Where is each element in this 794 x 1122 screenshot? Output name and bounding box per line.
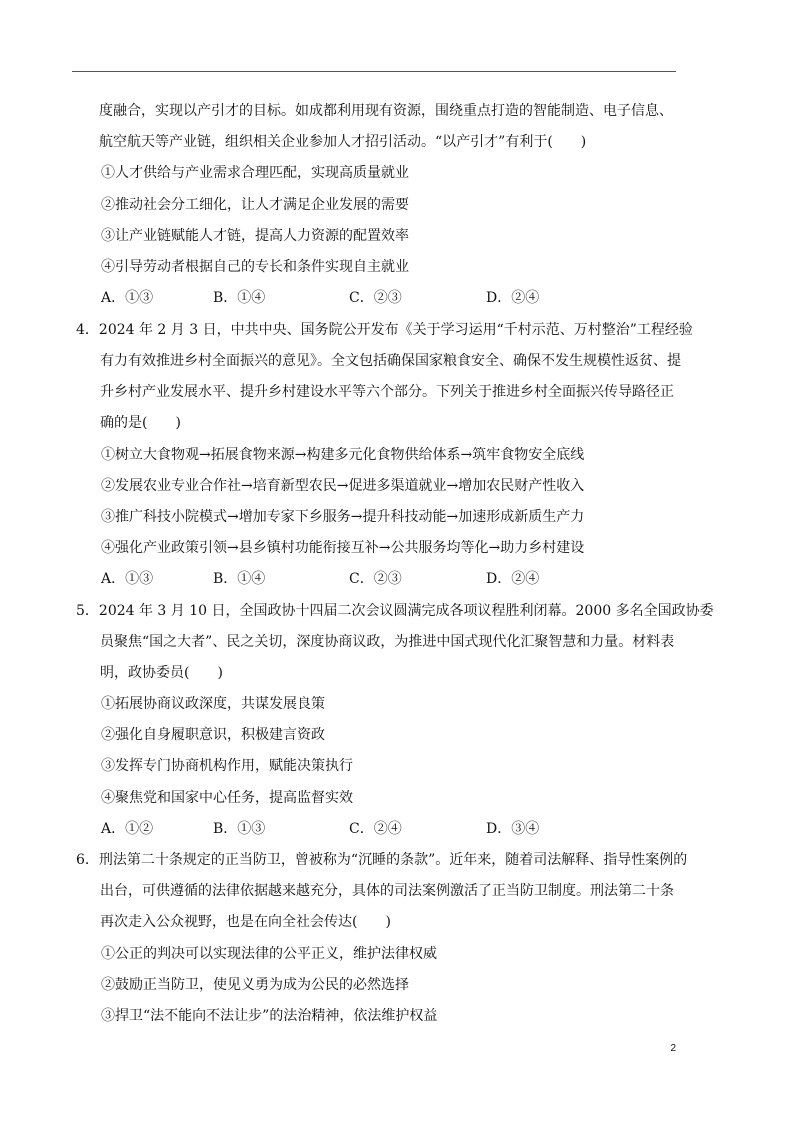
q5-stem-line-2: 员聚焦“国之大者”、民之关切，深度协商议政，为推进中国式现代化汇聚智慧和力量。材料表 [100, 634, 675, 650]
q4-choice-c: C．②③ [349, 571, 402, 587]
q4-item-2: ②发展农业专业合作社→培育新型农民→促进多渠道就业→增加农民财产性收入 [101, 478, 585, 494]
q5-stem-line-1: 5．2024 年 3 月 10 日，全国政协十四届二次会议圆满完成各项议程胜利闭幕。2000 多名全国政协委 [76, 603, 714, 619]
q4-stem-line-4: 确的是( ) [100, 415, 181, 431]
q4-choice-b: B．①④ [213, 571, 266, 587]
q4-stem-line-3: 升乡村产业发展水平、提升乡村建设水平等六个部分。下列关于推进乡村全面振兴传导路径正 [100, 384, 674, 400]
q3-item-1: ①人才供给与产业需求合理匹配，实现高质量就业 [101, 165, 409, 181]
page-number: 2 [670, 1043, 676, 1054]
q4-choice-d: D．②④ [486, 571, 540, 587]
q5-item-3: ③发挥专门协商机构作用，赋能决策执行 [101, 758, 353, 774]
q5-item-1: ①拓展协商议政深度，共谋发展良策 [101, 696, 325, 712]
q5-choice-b: B．①③ [213, 821, 266, 837]
q5-choice-a: A．①② [101, 821, 154, 837]
q3-item-3: ③让产业链赋能人才链，提高人力资源的配置效率 [101, 228, 409, 244]
q3-choice-d: D．②④ [486, 290, 540, 306]
q4-stem-line-1: 4．2024 年 2 月 3 日，中共中央、国务院公开发布《关于学习运用“千村示范、万村整治”工程经验 [76, 322, 693, 338]
q6-stem-line-2: 出台，可供遵循的法律依据越来越充分，具体的司法案例激活了正当防卫制度。刑法第二十条 [100, 883, 674, 899]
q6-item-3: ③捍卫“法不能向不法让步”的法治精神，依法维护权益 [101, 1008, 438, 1024]
q3-stem-line-2: 航空航天等产业链，组织相关企业参加人才招引活动。“以产引才”有利于( ) [99, 134, 587, 150]
q5-choice-c: C．②④ [349, 821, 402, 837]
q6-item-1: ①公正的判决可以实现法律的公平正义，维护法律权威 [101, 946, 437, 962]
q3-stem-line-1: 度融合，实现以产引才的目标。如成都利用现有资源，围绕重点打造的智能制造、电子信息、 [99, 103, 673, 119]
q4-stem-line-2: 有力有效推进乡村全面振兴的意见》。全文包括确保国家粮食安全、确保不发生规模性返贫、提 [100, 353, 681, 369]
q3-choice-c: C．②③ [349, 290, 402, 306]
q4-item-4: ④强化产业政策引领→县乡镇村功能衔接互补→公共服务均等化→助力乡村建设 [101, 540, 585, 556]
q5-choice-d: D．③④ [486, 821, 540, 837]
q4-item-3: ③推广科技小院模式→增加专家下乡服务→提升科技动能→加速形成新质生产力 [101, 509, 585, 525]
q4-item-1: ①树立大食物观→拓展食物来源→构建多元化食物供给体系→筑牢食物安全底线 [101, 447, 585, 463]
q5-stem-line-3: 明，政协委员( ) [100, 665, 223, 681]
q3-choice-b: B．①④ [213, 290, 266, 306]
q3-item-4: ④引导劳动者根据自己的专长和条件实现自主就业 [101, 259, 409, 275]
q6-item-2: ②鼓励正当防卫，使见义勇为成为公民的必然选择 [101, 977, 409, 993]
q5-item-4: ④聚焦党和国家中心任务，提高监督实效 [101, 790, 353, 806]
q4-choice-a: A．①③ [101, 571, 154, 587]
q6-stem-line-1: 6．刑法第二十条规定的正当防卫，曾被称为“沉睡的条款”。近年来，随着司法解释、指导性案例的 [76, 852, 688, 868]
q3-item-2: ②推动社会分工细化，让人才满足企业发展的需要 [101, 197, 409, 213]
q5-item-2: ②强化自身履职意识，积极建言资政 [101, 727, 325, 743]
q6-stem-line-3: 再次走入公众视野，也是在向全社会传达( ) [100, 914, 391, 930]
q3-choice-a: A．①③ [101, 290, 154, 306]
